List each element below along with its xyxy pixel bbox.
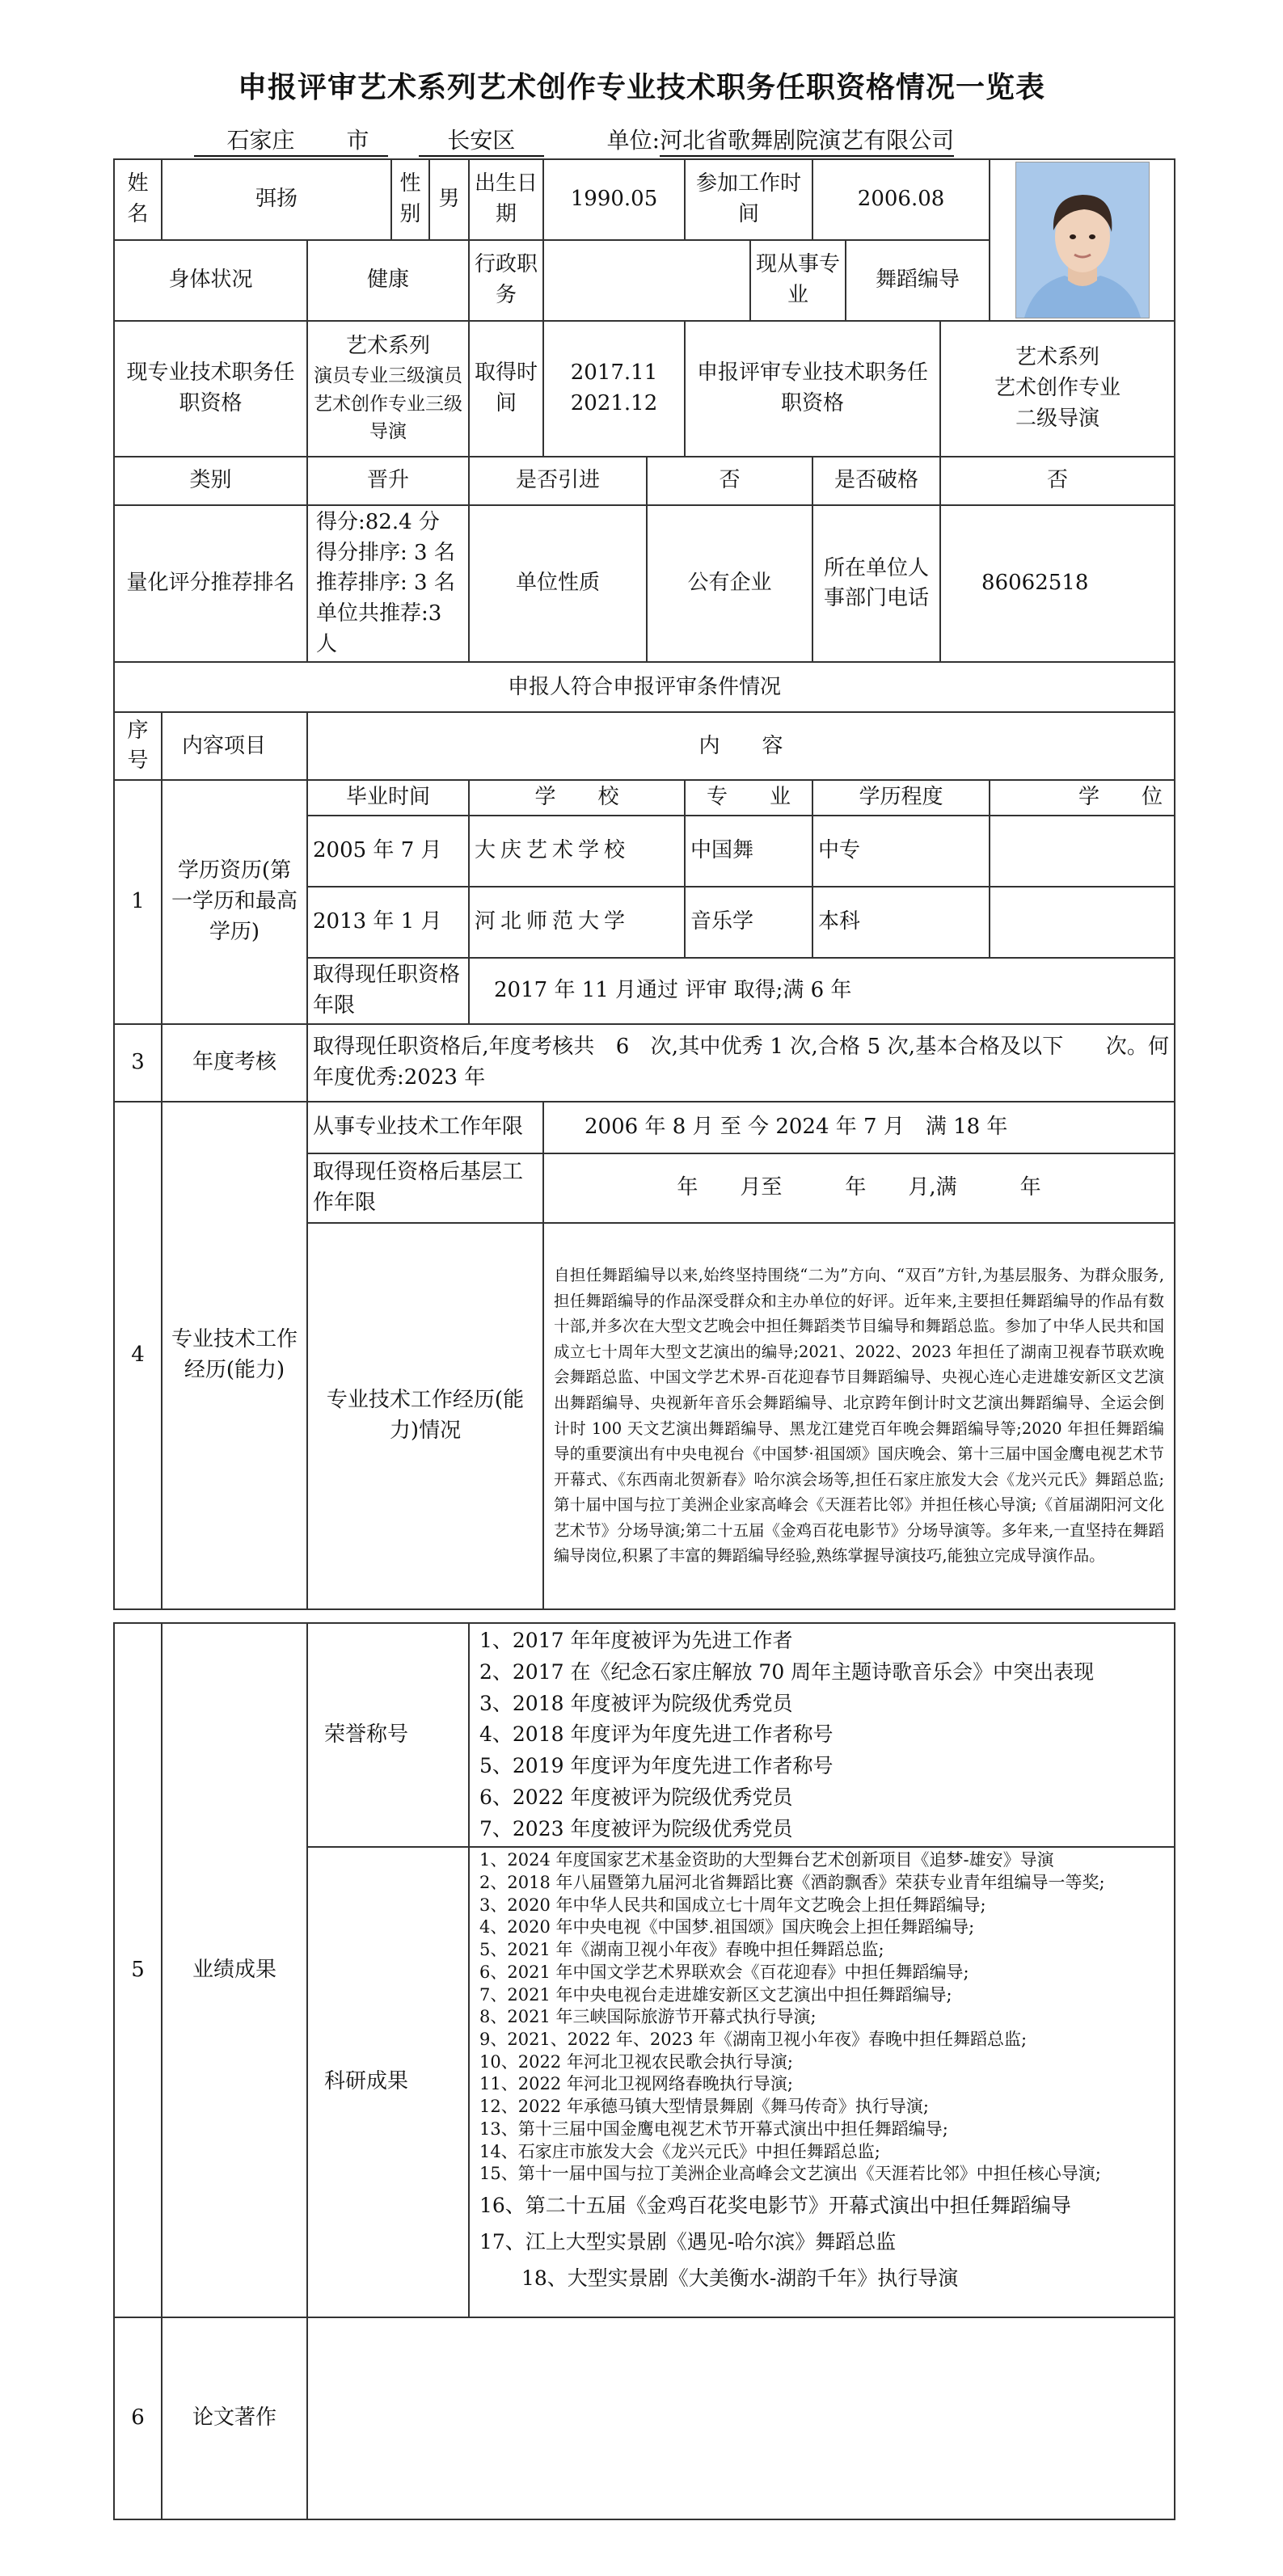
achievements-table [113,1622,1175,2520]
hr-phone-value: 86062518 [940,505,1175,662]
assess-text: 取得现任职资格后,年度考核共 6 次,其中优秀 1 次,合格 5 次,基本合格及以下 次。何年度优秀:2023 年 [307,1024,1175,1102]
obtain-label: 取得时间 [469,321,543,457]
score-rank: 得分排序: 3 名 [316,540,455,565]
edu-row2-degree [990,887,1175,958]
paper-seq: 6 [114,2317,162,2519]
honor-item: 4、2018 年度评为年度先进工作者称号 [479,1722,834,1747]
honor-item: 5、2019 年度评为年度先进工作者称号 [479,1754,834,1777]
main-table [113,158,1175,1610]
perf-seq: 5 [114,1623,162,2317]
research-item: 1、2024 年度国家艺术基金资助的大型舞台艺术创新项目《追梦-雄安》导演 [479,1850,1054,1870]
page-title: 申报评审艺术系列艺术创作专业技术职务任职资格情况一览表 [237,71,1045,104]
qualification-line3: 艺术创作专业三级导演 [314,393,462,443]
category-value: 晋升 [307,457,469,505]
edu-row1-date: 2005 年 7 月 [307,816,469,887]
paper-content [307,2317,1175,2519]
city: 石家庄 [194,123,327,157]
birth-value: 1990.05 [543,159,685,240]
edu-row1-level: 中专 [812,816,990,887]
edu-col-school: 学 校 [469,780,685,816]
research-item: 14、石家庄市旅发大会《龙兴元氏》中担任舞蹈总监; [479,2141,880,2161]
research-label: 科研成果 [307,1847,469,2317]
edu-label: 学历资历(第一学历和最高学历) [162,780,307,1023]
edu-col-degree: 学 位 [990,780,1175,816]
content-header: 内 容 [307,712,1175,780]
research-item: 12、2022 年承德马镇大型情景舞剧《舞马传奇》执行导演; [479,2097,929,2117]
introduced-label: 是否引进 [469,457,647,505]
honor-item: 7、2023 年度被评为院级优秀党员 [479,1816,793,1840]
name-value: 弭扬 [162,159,391,240]
apply-value [940,321,1175,457]
introduced-value: 否 [647,457,812,505]
name-label: 姓名 [114,159,162,240]
edu-years-label: 取得现任职资格年限 [307,958,469,1023]
honor-list [469,1623,1175,1847]
qualification-label: 现专业技术职务任职资格 [114,321,307,457]
ranking-value [307,505,469,662]
research-item: 3、2020 年中华人民共和国成立七十周年文艺晚会上担任舞蹈编导; [479,1895,986,1915]
research-item: 6、2021 年中国文学艺术界联欢会《百花迎春》中担任舞蹈编导; [479,1962,969,1982]
current-field-value: 舞蹈编导 [846,240,990,321]
apply-line3: 二级导演 [1015,406,1100,431]
district: 长安区 [419,123,544,157]
unit-name: 河北省歌舞剧院演艺有限公司 [660,123,954,157]
research-item: 11、2022 年河北卫视网络春晚执行导演; [479,2074,793,2094]
category-label: 类别 [114,457,307,505]
research-item: 2、2018 年八届暨第九届河北省舞蹈比赛《酒韵飘香》荣获专业青年组编导一等奖; [479,1872,1105,1892]
edu-seq: 1 [114,780,162,1023]
perf-label: 业绩成果 [162,1623,307,2317]
exception-label: 是否破格 [812,457,940,505]
work-years-value: 2006 年 8 月 至 今 2024 年 7 月 满 18 年 [543,1102,1175,1153]
edu-col-graduation: 毕业时间 [307,780,469,816]
research-item: 7、2021 年中央电视台走进雄安新区文艺演出中担任舞蹈编导; [479,1984,952,2005]
portrait-image [1016,162,1149,318]
edu-row2-school: 河北师范大学 [469,887,685,958]
edu-row2-major: 音乐学 [685,887,812,958]
work-years-label: 从事专业技术工作年限 [307,1102,543,1153]
obtain-value [543,321,685,457]
work-start-value: 2006.08 [812,159,990,240]
base-years-label: 取得现任资格后基层工作年限 [307,1153,543,1223]
obtain-date-2: 2021.12 [570,391,658,415]
recommend-total: 单位共推荐:3 人 [316,601,442,656]
edu-row2-level: 本科 [812,887,990,958]
research-item: 10、2022 年河北卫视农民歌会执行导演; [479,2051,793,2072]
unit-label: 单位: [606,127,660,154]
unit-nature-value: 公有企业 [647,505,812,662]
conditions-title: 申报人符合申报评审条件情况 [114,662,1175,712]
work-label: 专业技术工作经历(能力) [162,1102,307,1609]
qualification-value [307,321,469,457]
base-years-value: 年 月至 年 月,满 年 [543,1153,1175,1223]
research-item: 5、2021 年《湖南卫视小年夜》春晚中担任舞蹈总监; [479,1940,884,1960]
research-item: 15、第十一届中国与拉丁美洲企业高峰会文艺演出《天涯若比邻》中担任核心导演; [479,2164,1101,2184]
experience-label: 专业技术工作经历(能力)情况 [307,1223,543,1609]
apply-label: 申报评审专业技术职务任职资格 [685,321,940,457]
edu-row1-school: 大庆艺术学校 [469,816,685,887]
research-item: 13、第十三届中国金鹰电视艺术节开幕式演出中担任舞蹈编导; [479,2119,948,2139]
research-item: 17、江上大型实景剧《遇见-哈尔滨》舞蹈总监 [479,2229,897,2253]
current-field-label: 现从事专业 [750,240,846,321]
research-item: 4、2020 年中央电视《中国梦.祖国颂》国庆晚会上担任舞蹈编导; [479,1917,975,1937]
research-item: 8、2021 年三峡国际旅游节开幕式执行导演; [479,2007,817,2027]
edu-col-level: 学历程度 [812,780,990,816]
hr-phone-label: 所在单位人事部门电话 [812,505,940,662]
research-list [469,1847,1175,2317]
admin-value [543,240,750,321]
qualification-line2: 演员专业三级演员 [314,365,462,387]
honor-item: 1、2017 年年度被评为先进工作者 [479,1629,793,1652]
exception-value: 否 [940,457,1175,505]
edu-col-major: 专 业 [685,780,812,816]
edu-row2-date: 2013 年 1 月 [307,887,469,958]
gender-label: 性别 [391,159,429,240]
honor-item: 6、2022 年度被评为院级优秀党员 [479,1785,793,1809]
work-seq: 4 [114,1102,162,1609]
qualification-line1: 艺术系列 [346,334,431,359]
edu-row1-degree [990,816,1175,887]
apply-line1: 艺术系列 [1015,345,1100,370]
gender-value: 男 [429,159,469,240]
edu-row1-major: 中国舞 [685,816,812,887]
unit-nature-label: 单位性质 [469,505,647,662]
assess-label: 年度考核 [162,1024,307,1102]
assess-seq: 3 [114,1024,162,1102]
photo-cell [990,159,1175,321]
ranking-label: 量化评分推荐排名 [114,505,307,662]
admin-label: 行政职务 [469,240,543,321]
work-start-label: 参加工作时间 [685,159,812,240]
birth-label: 出生日期 [469,159,543,240]
research-item: 16、第二十五届《金鸡百花奖电影节》开幕式演出中担任舞蹈编导 [479,2194,1071,2218]
unit-line [194,123,954,157]
research-item: 18、大型实景剧《大美衡水-湖韵千年》执行导演 [521,2266,959,2290]
honor-item: 3、2018 年度被评为院级优秀党员 [479,1691,793,1715]
research-item: 9、2021、2022 年、2023 年《湖南卫视小年夜》春晚中担任舞蹈总监; [479,2030,1028,2049]
paper-label: 论文著作 [162,2317,307,2519]
experience-text: 自担任舞蹈编导以来,始终坚持围绕“二为”方向、“双百”方针,为基层服务、为群众服务,担任舞蹈编导的作品深受群众和主办单位的好评。近年来,主要担任舞蹈编导的作品有数十部,并多次在大型文艺晚会中担任舞蹈类节目编导和舞蹈总监。参加了中华人民共和国成立七十周年大型文艺演出的编导;2021、2022、2023 年担任了湖南卫视春节联欢晚会舞蹈总监、中国文学艺术界-百花迎春节目舞蹈编导、央视心连心走进雄安新区文艺演出舞蹈编导、央视新年音乐会舞蹈编导、北京跨年倒计时文艺演出舞蹈编导、全运会倒计时 100 天文艺演出舞蹈编导、黑龙江建党百年晚会舞蹈编导等;2020 年担任舞蹈编导的重要演出有中央电视台《中国梦·祖国颂》国庆晚会、第十三届中国金鹰电视艺术节开幕式、《东西南北贺新春》哈尔滨会场等,担任石家庄旅发大会《龙兴元氏》舞蹈总监;第十届中国与拉丁美洲企业家高峰会《天涯若比邻》并担任核心导演;《首届湖阳河文化艺术节》分场导演;第二十五届《金鸡百花电影节》分场导演等。多年来,一直坚持在舞蹈编导岗位,积累了丰富的舞蹈编导经验,熟练掌握导演技巧,能独立完成导演作品。 [543,1223,1175,1609]
recommend-rank: 推荐排序: 3 名 [316,571,455,596]
seq-header: 序号 [114,712,162,780]
edu-years-value: 2017 年 11 月通过 评审 取得;满 6 年 [469,958,1175,1023]
obtain-date-1: 2017.11 [570,360,658,386]
health-value: 健康 [307,240,469,321]
city-suffix: 市 [327,123,388,157]
score: 得分:82.4 分 [316,510,440,534]
honor-item: 2、2017 在《纪念石家庄解放 70 周年主题诗歌音乐会》中突出表现 [479,1659,1095,1684]
honor-label: 荣誉称号 [307,1623,469,1847]
item-header: 内容项目 [162,712,307,780]
applicant-photo [1015,162,1150,318]
health-label: 身体状况 [114,240,307,321]
apply-line2: 艺术创作专业 [994,376,1121,401]
